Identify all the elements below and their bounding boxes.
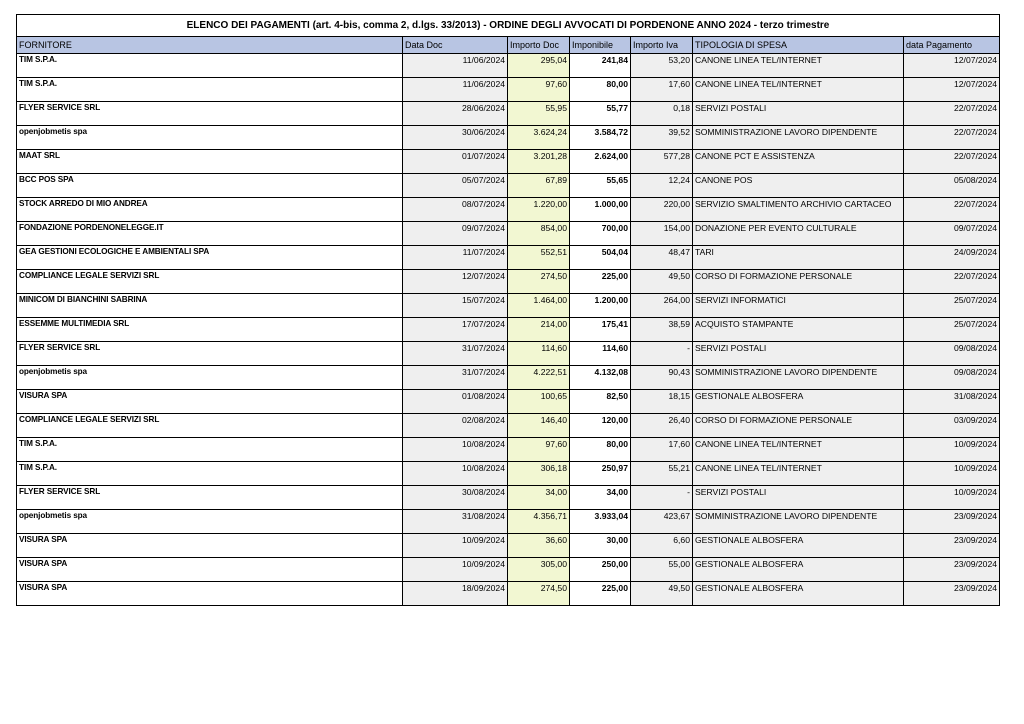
table-body: [17, 54, 1000, 606]
cell-fornitore: TIM S.P.A.: [17, 54, 403, 78]
cell-data-pagamento: 23/09/2024: [904, 534, 1000, 558]
cell-tipologia: SERVIZI POSTALI: [693, 342, 904, 366]
table-row: [17, 246, 1000, 270]
table-row: [17, 54, 1000, 78]
table-row: [17, 102, 1000, 126]
cell-tipologia: CANONE PCT E ASSISTENZA: [693, 150, 904, 174]
cell-tipologia: CORSO DI FORMAZIONE PERSONALE: [693, 414, 904, 438]
cell-importo-iva: 55,21: [631, 462, 693, 486]
table-row: [17, 342, 1000, 366]
cell-data-pagamento: 05/08/2024: [904, 174, 1000, 198]
cell-importo-doc: 274,50: [508, 270, 570, 294]
cell-fornitore: FLYER SERVICE SRL: [17, 342, 403, 366]
cell-importo-doc: 97,60: [508, 438, 570, 462]
cell-data-pagamento: 10/09/2024: [904, 486, 1000, 510]
table-row: [17, 126, 1000, 150]
cell-data-pagamento: 22/07/2024: [904, 270, 1000, 294]
cell-imponibile: 55,77: [570, 102, 631, 126]
cell-tipologia: TARI: [693, 246, 904, 270]
cell-tipologia: GESTIONALE ALBOSFERA: [693, 390, 904, 414]
table-row: [17, 318, 1000, 342]
cell-importo-iva: 48,47: [631, 246, 693, 270]
cell-imponibile: 700,00: [570, 222, 631, 246]
cell-importo-doc: 306,18: [508, 462, 570, 486]
cell-fornitore: FLYER SERVICE SRL: [17, 102, 403, 126]
table-row: [17, 462, 1000, 486]
table-row: [17, 294, 1000, 318]
cell-imponibile: 241,84: [570, 54, 631, 78]
cell-data-doc: 31/07/2024: [403, 342, 508, 366]
cell-tipologia: GESTIONALE ALBOSFERA: [693, 534, 904, 558]
cell-imponibile: 4.132,08: [570, 366, 631, 390]
title-row: [17, 15, 1000, 37]
table-row: [17, 198, 1000, 222]
cell-data-pagamento: 22/07/2024: [904, 150, 1000, 174]
cell-importo-iva: 0,18: [631, 102, 693, 126]
cell-fornitore: openjobmetis spa: [17, 366, 403, 390]
cell-imponibile: 80,00: [570, 78, 631, 102]
cell-imponibile: 80,00: [570, 438, 631, 462]
column-header-importo-iva: Importo Iva: [631, 37, 693, 54]
cell-data-pagamento: 22/07/2024: [904, 198, 1000, 222]
column-header-imponibile: Imponibile: [570, 37, 631, 54]
cell-tipologia: CANONE LINEA TEL/INTERNET: [693, 462, 904, 486]
cell-data-pagamento: 09/07/2024: [904, 222, 1000, 246]
table-row: [17, 414, 1000, 438]
cell-importo-doc: 274,50: [508, 582, 570, 606]
cell-tipologia: GESTIONALE ALBOSFERA: [693, 558, 904, 582]
table-row: [17, 534, 1000, 558]
cell-data-doc: 18/09/2024: [403, 582, 508, 606]
cell-data-pagamento: 09/08/2024: [904, 342, 1000, 366]
cell-data-pagamento: 12/07/2024: [904, 78, 1000, 102]
cell-importo-doc: 4.356,71: [508, 510, 570, 534]
column-header-data-doc: Data Doc: [403, 37, 508, 54]
cell-data-doc: 01/07/2024: [403, 150, 508, 174]
cell-tipologia: SOMMINISTRAZIONE LAVORO DIPENDENTE: [693, 510, 904, 534]
page-title: ELENCO DEI PAGAMENTI (art. 4-bis, comma 2, d.lgs. 33/2013) - ORDINE DEGLI AVVOCATI DI PORDENONE ANNO 2024 - terzo trimestre: [17, 15, 1000, 37]
cell-importo-iva: -: [631, 486, 693, 510]
cell-fornitore: TIM S.P.A.: [17, 438, 403, 462]
cell-fornitore: ESSEMME MULTIMEDIA SRL: [17, 318, 403, 342]
cell-imponibile: 1.000,00: [570, 198, 631, 222]
cell-data-doc: 17/07/2024: [403, 318, 508, 342]
cell-fornitore: COMPLIANCE LEGALE SERVIZI SRL: [17, 270, 403, 294]
cell-fornitore: VISURA SPA: [17, 582, 403, 606]
cell-tipologia: CANONE LINEA TEL/INTERNET: [693, 54, 904, 78]
column-header-data-pagamento: data Pagamento: [904, 37, 1000, 54]
cell-data-doc: 10/08/2024: [403, 462, 508, 486]
cell-importo-doc: 1.220,00: [508, 198, 570, 222]
cell-data-doc: 10/08/2024: [403, 438, 508, 462]
cell-imponibile: 30,00: [570, 534, 631, 558]
cell-fornitore: VISURA SPA: [17, 534, 403, 558]
cell-importo-doc: 854,00: [508, 222, 570, 246]
cell-tipologia: CANONE LINEA TEL/INTERNET: [693, 438, 904, 462]
cell-data-pagamento: 03/09/2024: [904, 414, 1000, 438]
cell-importo-iva: 55,00: [631, 558, 693, 582]
cell-data-doc: 09/07/2024: [403, 222, 508, 246]
cell-importo-iva: 49,50: [631, 270, 693, 294]
cell-importo-doc: 552,51: [508, 246, 570, 270]
cell-importo-doc: 1.464,00: [508, 294, 570, 318]
cell-imponibile: 175,41: [570, 318, 631, 342]
cell-importo-doc: 305,00: [508, 558, 570, 582]
cell-imponibile: 34,00: [570, 486, 631, 510]
cell-fornitore: STOCK ARREDO DI MIO ANDREA: [17, 198, 403, 222]
cell-importo-iva: 220,00: [631, 198, 693, 222]
cell-fornitore: MINICOM DI BIANCHINI SABRINA: [17, 294, 403, 318]
cell-fornitore: FONDAZIONE PORDENONELEGGE.IT: [17, 222, 403, 246]
cell-importo-doc: 97,60: [508, 78, 570, 102]
cell-tipologia: SERVIZI POSTALI: [693, 102, 904, 126]
cell-data-pagamento: 25/07/2024: [904, 294, 1000, 318]
cell-fornitore: MAAT SRL: [17, 150, 403, 174]
cell-data-doc: 05/07/2024: [403, 174, 508, 198]
table-row: [17, 222, 1000, 246]
cell-importo-iva: 18,15: [631, 390, 693, 414]
cell-tipologia: CORSO DI FORMAZIONE PERSONALE: [693, 270, 904, 294]
cell-importo-iva: 264,00: [631, 294, 693, 318]
cell-data-pagamento: 23/09/2024: [904, 510, 1000, 534]
cell-tipologia: SOMMINISTRAZIONE LAVORO DIPENDENTE: [693, 126, 904, 150]
cell-data-doc: 02/08/2024: [403, 414, 508, 438]
cell-tipologia: GESTIONALE ALBOSFERA: [693, 582, 904, 606]
cell-imponibile: 120,00: [570, 414, 631, 438]
cell-tipologia: SERVIZIO SMALTIMENTO ARCHIVIO CARTACEO: [693, 198, 904, 222]
table-row: [17, 558, 1000, 582]
cell-importo-iva: 26,40: [631, 414, 693, 438]
cell-data-doc: 10/09/2024: [403, 534, 508, 558]
column-header-fornitore: FORNITORE: [17, 37, 403, 54]
cell-importo-iva: 12,24: [631, 174, 693, 198]
cell-data-doc: 30/06/2024: [403, 126, 508, 150]
cell-imponibile: 114,60: [570, 342, 631, 366]
cell-imponibile: 2.624,00: [570, 150, 631, 174]
table-row: [17, 510, 1000, 534]
cell-data-pagamento: 23/09/2024: [904, 558, 1000, 582]
cell-importo-iva: 39,52: [631, 126, 693, 150]
payments-table: [16, 14, 1000, 606]
cell-tipologia: SERVIZI POSTALI: [693, 486, 904, 510]
cell-fornitore: VISURA SPA: [17, 558, 403, 582]
cell-fornitore: COMPLIANCE LEGALE SERVIZI SRL: [17, 414, 403, 438]
table-row: [17, 174, 1000, 198]
cell-data-pagamento: 24/09/2024: [904, 246, 1000, 270]
column-header-tipologia: TIPOLOGIA DI SPESA: [693, 37, 904, 54]
cell-data-pagamento: 22/07/2024: [904, 102, 1000, 126]
cell-imponibile: 82,50: [570, 390, 631, 414]
cell-importo-doc: 114,60: [508, 342, 570, 366]
cell-data-doc: 31/07/2024: [403, 366, 508, 390]
table-row: [17, 270, 1000, 294]
cell-data-doc: 01/08/2024: [403, 390, 508, 414]
cell-data-doc: 28/06/2024: [403, 102, 508, 126]
cell-imponibile: 225,00: [570, 582, 631, 606]
cell-data-doc: 08/07/2024: [403, 198, 508, 222]
table-row: [17, 78, 1000, 102]
table-row: [17, 366, 1000, 390]
cell-data-doc: 10/09/2024: [403, 558, 508, 582]
cell-importo-iva: 17,60: [631, 438, 693, 462]
cell-fornitore: TIM S.P.A.: [17, 78, 403, 102]
cell-importo-doc: 146,40: [508, 414, 570, 438]
cell-tipologia: DONAZIONE PER EVENTO CULTURALE: [693, 222, 904, 246]
cell-data-doc: 11/06/2024: [403, 54, 508, 78]
cell-data-pagamento: 25/07/2024: [904, 318, 1000, 342]
cell-data-doc: 15/07/2024: [403, 294, 508, 318]
cell-data-doc: 12/07/2024: [403, 270, 508, 294]
cell-importo-doc: 214,00: [508, 318, 570, 342]
table-row: [17, 582, 1000, 606]
cell-importo-iva: -: [631, 342, 693, 366]
cell-imponibile: 3.933,04: [570, 510, 631, 534]
cell-imponibile: 1.200,00: [570, 294, 631, 318]
cell-fornitore: TIM S.P.A.: [17, 462, 403, 486]
cell-imponibile: 250,97: [570, 462, 631, 486]
cell-importo-iva: 17,60: [631, 78, 693, 102]
cell-importo-doc: 100,65: [508, 390, 570, 414]
cell-data-doc: 11/06/2024: [403, 78, 508, 102]
cell-imponibile: 225,00: [570, 270, 631, 294]
cell-imponibile: 3.584,72: [570, 126, 631, 150]
cell-importo-doc: 3.201,28: [508, 150, 570, 174]
cell-importo-iva: 90,43: [631, 366, 693, 390]
payments-sheet: [16, 14, 999, 606]
cell-data-doc: 11/07/2024: [403, 246, 508, 270]
cell-importo-doc: 55,95: [508, 102, 570, 126]
column-header-importo-doc: Importo Doc: [508, 37, 570, 54]
header-row: [17, 37, 1000, 54]
cell-tipologia: CANONE POS: [693, 174, 904, 198]
cell-data-pagamento: 09/08/2024: [904, 366, 1000, 390]
cell-fornitore: VISURA SPA: [17, 390, 403, 414]
table-row: [17, 438, 1000, 462]
cell-importo-doc: 295,04: [508, 54, 570, 78]
cell-importo-doc: 36,60: [508, 534, 570, 558]
cell-fornitore: openjobmetis spa: [17, 126, 403, 150]
cell-data-pagamento: 12/07/2024: [904, 54, 1000, 78]
cell-importo-iva: 6,60: [631, 534, 693, 558]
cell-importo-iva: 577,28: [631, 150, 693, 174]
cell-importo-doc: 67,89: [508, 174, 570, 198]
cell-fornitore: FLYER SERVICE SRL: [17, 486, 403, 510]
cell-tipologia: SOMMINISTRAZIONE LAVORO DIPENDENTE: [693, 366, 904, 390]
cell-data-doc: 30/08/2024: [403, 486, 508, 510]
cell-fornitore: BCC POS SPA: [17, 174, 403, 198]
cell-tipologia: SERVIZI INFORMATICI: [693, 294, 904, 318]
cell-data-pagamento: 31/08/2024: [904, 390, 1000, 414]
cell-imponibile: 250,00: [570, 558, 631, 582]
cell-importo-iva: 53,20: [631, 54, 693, 78]
cell-data-doc: 31/08/2024: [403, 510, 508, 534]
cell-importo-iva: 154,00: [631, 222, 693, 246]
cell-imponibile: 55,65: [570, 174, 631, 198]
cell-fornitore: GEA GESTIONI ECOLOGICHE E AMBIENTALI SPA: [17, 246, 403, 270]
cell-importo-doc: 34,00: [508, 486, 570, 510]
cell-importo-iva: 38,59: [631, 318, 693, 342]
cell-data-pagamento: 22/07/2024: [904, 126, 1000, 150]
cell-importo-doc: 3.624,24: [508, 126, 570, 150]
cell-importo-doc: 4.222,51: [508, 366, 570, 390]
cell-importo-iva: 49,50: [631, 582, 693, 606]
cell-data-pagamento: 10/09/2024: [904, 438, 1000, 462]
cell-data-pagamento: 23/09/2024: [904, 582, 1000, 606]
cell-tipologia: ACQUISTO STAMPANTE: [693, 318, 904, 342]
table-row: [17, 486, 1000, 510]
cell-tipologia: CANONE LINEA TEL/INTERNET: [693, 78, 904, 102]
cell-importo-iva: 423,67: [631, 510, 693, 534]
cell-imponibile: 504,04: [570, 246, 631, 270]
table-row: [17, 150, 1000, 174]
cell-fornitore: openjobmetis spa: [17, 510, 403, 534]
cell-data-pagamento: 10/09/2024: [904, 462, 1000, 486]
table-row: [17, 390, 1000, 414]
